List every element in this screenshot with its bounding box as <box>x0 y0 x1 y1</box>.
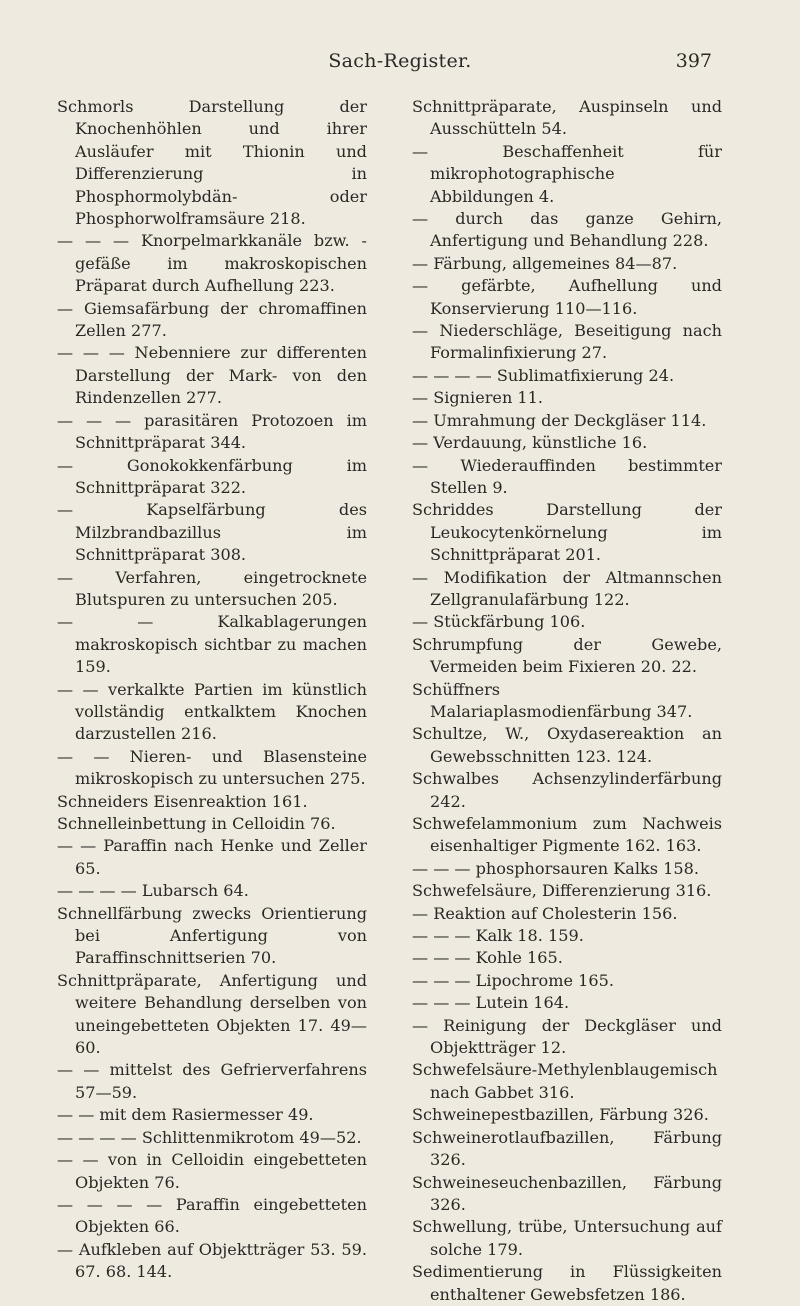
index-entry: — — — — Paraffin eingebetteten Objekten 66. <box>57 1194 367 1237</box>
index-entry: — — mit dem Rasiermesser 49. <box>57 1105 314 1125</box>
index-entry: — — — parasitären Protozoen im Schnittpräparat 344. <box>57 410 367 453</box>
index-entry: — — — Lutein 164. <box>412 993 570 1013</box>
index-entry: — Färbung, allgemeines 84—87. <box>412 253 678 273</box>
index-entry: Sedimentierung in Flüssigkeiten enthaltener Gewebsfetzen 186. <box>412 1262 722 1304</box>
index-entry: — — — Nebenniere zur differenten Darstellung der Mark- von den Rindenzellen 277. <box>57 343 367 408</box>
index-entry: Schüffners Malariaplasmodienfärbung 347. <box>412 679 693 721</box>
index-entry: — — — — Schlittenmikrotom 49—52. <box>57 1127 362 1147</box>
index-entry: — Beschaffenheit für mikrophotographische Abbildungen 4. <box>412 141 722 206</box>
page-header <box>0 50 800 80</box>
index-entry: — Reaktion auf Cholesterin 156. <box>412 903 678 923</box>
index-entry: — durch das ganze Gehirn, Anfertigung und Behandlung 228. <box>412 209 722 251</box>
index-entry: — Modifikation der Altmannschen Zellgranulafärbung 122. <box>412 567 722 609</box>
right-column <box>412 96 722 1306</box>
index-entry: — — Kalkablagerungen makroskopisch sichtbar zu machen 159. <box>57 612 367 677</box>
index-entry: Schweineseuchenbazillen, Färbung 326. <box>412 1172 722 1214</box>
index-entry: — — mittelst des Gefrierverfahrens 57—59. <box>57 1060 367 1102</box>
index-entry: Schwefelsäure, Differenzierung 316. <box>412 881 712 901</box>
index-entry: — — — — Lubarsch 64. <box>57 881 249 901</box>
index-entry: Schnittpräparate, Anfertigung und weitere Behandlung derselben von uneingebetteten Objekten 17. 49—60. <box>57 970 367 1058</box>
index-entry: — — Nieren- und Blasensteine mikroskopisch zu untersuchen 275. <box>57 746 367 789</box>
index-entry: Schwefelsäure-Methylenblaugemisch nach Gabbet 316. <box>412 1060 718 1102</box>
page-number: 397 <box>675 50 712 72</box>
index-entry: — Gonokokkenfärbung im Schnittpräparat 322. <box>57 455 367 497</box>
index-entry: — Wiederauffinden bestimmter Stellen 9. <box>412 455 722 497</box>
index-entry: — — — Lipochrome 165. <box>412 970 614 990</box>
index-entry: — Kapselfärbung des Milzbrandbazillus im Schnittpräparat 308. <box>57 500 367 565</box>
index-entry: — Niederschläge, Beseitigung nach Formalinfixierung 27. <box>412 321 722 363</box>
index-entry: — Umrahmung der Deckgläser 114. <box>412 410 707 430</box>
index-entry: Schweinepestbazillen, Färbung 326. <box>412 1105 709 1125</box>
index-entry: Schultze, W., Oxydasereaktion an Gewebsschnitten 123. 124. <box>412 724 722 766</box>
index-entry: — — Paraffin nach Henke und Zeller 65. <box>57 836 367 878</box>
index-entry: — Verdauung, künstliche 16. <box>412 433 648 453</box>
index-entry: — — von in Celloidin eingebetteten Objekten 76. <box>57 1150 367 1192</box>
index-entry: Schnellfärbung zwecks Orientierung bei Anfertigung von Paraffinschnittserien 70. <box>57 903 367 968</box>
index-entry: — — — Kohle 165. <box>412 948 563 968</box>
index-entry: Schriddes Darstellung der Leukocytenkörnelung im Schnittpräparat 201. <box>412 500 722 565</box>
index-entry: — — — phosphorsauren Kalks 158. <box>412 858 699 878</box>
index-entry: Schwefelammonium zum Nachweis eisenhaltiger Pigmente 162. 163. <box>412 814 722 856</box>
index-entry: Schnelleinbettung in Celloidin 76. <box>57 814 336 833</box>
index-entry: — Reinigung der Deckgläser und Objektträger 12. <box>412 1015 722 1058</box>
index-entry: Schrumpfung der Gewebe, Vermeiden beim Fixieren 20. 22. <box>412 634 722 677</box>
index-entry: Schwellung, trübe, Untersuchung auf solche 179. <box>412 1217 722 1259</box>
index-entry: — — — Knorpelmarkkanäle bzw. -gefäße im makroskopischen Präparat durch Aufhellung 223. <box>57 231 367 296</box>
running-title: Sach-Register. <box>328 50 472 72</box>
index-entry: — gefärbte, Aufhellung und Konservierung 110—116. <box>412 276 722 318</box>
index-entry: — Aufkleben auf Objektträger 53. 59. 67. 68. 144. <box>57 1239 367 1282</box>
index-entry: Schwalbes Achsenzylinderfärbung 242. <box>412 769 722 811</box>
index-entry: — Signieren 11. <box>412 388 544 408</box>
index-entry: — Stückfärbung 106. <box>412 612 586 632</box>
index-entry: Schweinerotlaufbazillen, Färbung 326. <box>412 1127 722 1170</box>
left-column <box>57 96 367 1284</box>
index-entry: Schnittpräparate, Auspinseln und Ausschütteln 54. <box>412 97 722 139</box>
index-entry: — — — — Sublimatfixierung 24. <box>412 365 675 385</box>
index-entry: Schneiders Eisenreaktion 161. <box>57 791 308 811</box>
index-entry: Schmorls Darstellung der Knochenhöhlen und ihrer Ausläufer mit Thionin und Differenzierung in Phosphormolybdän- oder Phosphorwolframsäure 218. <box>57 97 367 229</box>
index-entry: — Verfahren, eingetrocknete Blutspuren zu untersuchen 205. <box>57 567 367 609</box>
index-entry: — — verkalkte Partien im künstlich vollständig entkalktem Knochen darzustellen 216. <box>57 679 367 744</box>
index-entry: — Giemsafärbung der chromaffinen Zellen 277. <box>57 298 367 341</box>
index-entry: — — — Kalk 18. 159. <box>412 926 584 946</box>
